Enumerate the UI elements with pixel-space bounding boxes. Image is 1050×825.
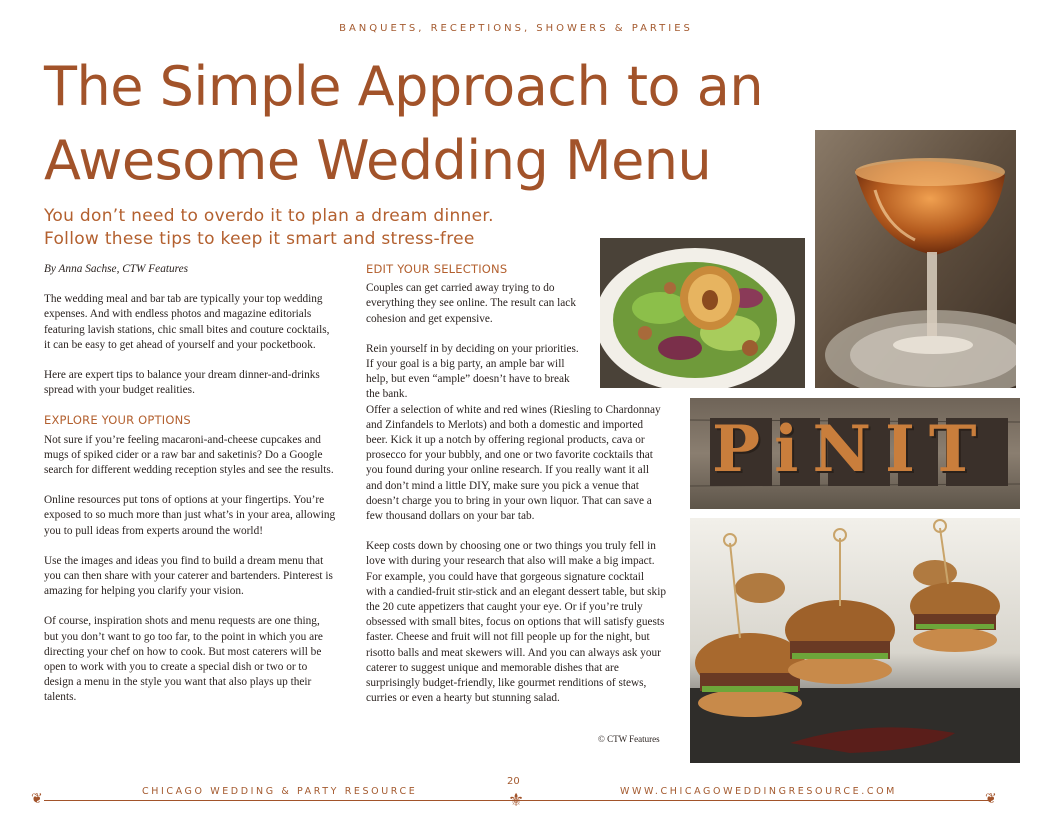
page-number: 20 (507, 776, 520, 787)
article-title (44, 50, 814, 198)
title-line-1: The Simple Approach to an (44, 55, 764, 118)
center-flourish-icon: ⚜ (508, 790, 525, 810)
subtitle-line-1: You don’t need to overdo it to plan a dream dinner. (44, 206, 494, 226)
sliders-photo (690, 518, 1020, 763)
edit-paragraph-2a: Rein yourself in by deciding on your priorities. If your goal is a big party, an ample bar will help, but even “ample” doesn’t have to break the bank. (366, 342, 579, 401)
cocktail-photo (815, 130, 1016, 388)
salad-photo (600, 238, 805, 388)
pin-it-text: PiNIT (712, 412, 991, 487)
right-flourish-icon: ❦ (985, 792, 997, 807)
intro-paragraph-1: The wedding meal and bar tab are typically your top wedding expenses. And with endless photos and magazine editorials featuring lavish stations, chic small bites and couture cocktails, it can be easy to get ahead of yourself and your pocketbook. (44, 293, 330, 351)
pin-it-photo (690, 398, 1020, 509)
section-heading-explore: EXPLORE YOUR OPTIONS (44, 413, 191, 428)
footer-website: WWW.CHICAGOWEDDINGRESOURCE.COM (620, 786, 897, 797)
subtitle-line-2: Follow these tips to keep it smart and stress-free (44, 229, 475, 249)
explore-paragraph-1: Not sure if you’re feeling macaroni-and-cheese cupcakes and mugs of spiked cider or a raw bar and saketinis? Do a Google search for different wedding reception styles and see the results. (44, 433, 334, 477)
edit-paragraph-1: Couples can get carried away trying to do everything they see online. The result can lack cohesion and get expensive. (366, 282, 576, 325)
article-column-1 (44, 262, 336, 721)
edit-paragraph-2b: Offer a selection of white and red wines (Riesling to Chardonnay and Zinfandels to Merlots) and both a domestic and imported beer. Kick it up a notch by offering regional products, cava or prosecco for your bubbly, and one or two favorite cocktails that you found during your online research. If you really want it all and don’t mind a little DIY, make sure you pick a venue that doesn’t charge you to bring in your own liquor. That can save a few thousand dollars on your bar tab. (366, 403, 661, 523)
explore-paragraph-4: Of course, inspiration shots and menu requests are one thing, but you don’t want to go too far, to the point in which you are directing your chef on how to cook. But most caterers will be open to work with you to create a special dish or two or to design a menu in the style you want that also plays up their talents. (44, 615, 323, 704)
left-flourish-icon: ❦ (31, 792, 43, 807)
explore-paragraph-3: Use the images and ideas you find to build a dream menu that you can then share with your caterer and bartenders. Pinterest is amazing for helping you clarify your vision. (44, 554, 333, 598)
photo-credit: © CTW Features (598, 734, 660, 744)
article-subtitle (44, 205, 604, 251)
intro-paragraph-2: Here are expert tips to balance your dream dinner-and-drinks spread with your budget realities. (44, 369, 320, 397)
footer-publication-name: CHICAGO WEDDING & PARTY RESOURCE (142, 786, 418, 797)
section-heading-edit: EDIT YOUR SELECTIONS (366, 262, 508, 276)
edit-paragraph-3: Keep costs down by choosing one or two things you truly fell in love with during your research that also will make a big impact. For example, you could have that gorgeous signature cocktail with a candied-fruit stir-stick and an elegant dessert table, but skip the 20 cute appetizers that caught your eye. Or if you’re truly obsessed with small bites, focus on options that will satisfy guests faster. Cheese and fruit will not fill people up for the night, but risotto balls and meat skewers will. And you can always ask your caterer to suggest unique and memorable dishes that are surprisingly budget-friendly, like gourmet renditions of stews, curries or even a hearty but stunning salad. (366, 540, 666, 705)
explore-paragraph-2: Online resources put tons of options at your fingertips. You’re exposed to so much more than just what’s in your area, allowing you to pull ideas from experts around the world! (44, 494, 336, 537)
byline: By Anna Sachse, CTW Features (44, 263, 189, 275)
title-line-2: Awesome Wedding Menu (44, 129, 712, 192)
section-kicker: BANQUETS, RECEPTIONS, SHOWERS & PARTIES (339, 23, 693, 34)
